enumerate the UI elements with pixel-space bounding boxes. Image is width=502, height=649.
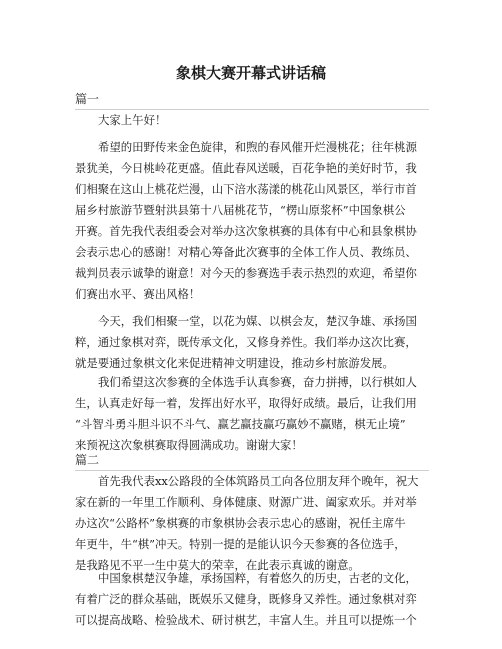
text-line: 是我路见不平一生中莫大的荣幸，在此表示真诚的谢意。 [75,558,360,572]
text-line: 会表示忠心的感谢！对精心筹备此次赛事的全体工作人员、教练员、 [75,245,417,259]
text-line: 希望的田野传来金色旋律，和煦的春风催开烂漫桃花；往年桃源 [98,140,417,154]
paragraph [75,311,429,374]
document-title: 象棋大赛开幕式讲话稿 [175,64,326,82]
text-line: 裁判员表示诚挚的谢意！对今天的参赛选手表示热烈的欢迎，希望你 [75,266,417,280]
text-line: 中国象棋楚汉争雄，承扬国粹，有着悠久的历史，古老的文化， [98,571,417,585]
text-line: 景犹美，今日桃岭花更盛。值此春风送暖，百花争艳的美好时节，我 [75,161,417,175]
paragraph [75,110,429,131]
text-line: 大家上午好！ [98,113,167,127]
text-line: 我们希望这次参赛的全体选手认真参赛，奋力拼搏，以行棋如人 [98,375,417,389]
paragraph [75,568,429,631]
paragraph [75,372,429,456]
section-heading: 篇一 [75,92,100,106]
text-line: 年更牛，牛“棋”冲天。特别一提的是能认识今天参赛的各位选手， [75,537,406,551]
text-line: 届乡村旅游节暨射洪县第十八届桃花节，“楞山原浆杯”中国象棋公 [75,203,406,217]
text-line: 来预祝这次象棋赛取得圆满成功。谢谢大家！ [75,438,303,452]
text-line: 粹，通过象棋对弈，既传承文化，又修身养性。我们举办这次比赛， [75,335,417,349]
text-line: 开赛。首先我代表组委会对举办这次象棋赛的具体有中心和县象棋协 [75,224,417,238]
text-line: 们相聚在这山上桃花烂漫，山下涪水荡漾的桃花山风景区，举行市首 [75,182,417,196]
text-line: 生，认真走好每一着，发挥出好水平，取得好成绩。最后，让我们用 [75,396,417,410]
text-line: 办这次“公路杯”象棋赛的市象棋协会表示忠心的感谢，祝任主席牛 [75,516,406,530]
text-line: 们赛出水平、赛出风格！ [75,287,201,301]
text-line: 家在新的一年里工作顺利、身体健康、财源广进、阖家欢乐。并对举 [75,495,417,509]
text-line: 首先我代表xx公路段的全体筑路员工向各位朋友拜个晚年，祝大 [98,474,419,488]
paragraph [75,471,429,576]
text-line: 今天，我们相聚一堂，以花为媒、以棋会友，楚汉争雄、承扬国 [98,314,417,328]
text-line: 可以提高战略、检验战术、研讨棋艺，丰富人生。并且可以提炼一个 [75,613,417,627]
text-line: “斗智斗勇斗胆斗识不斗气、赢艺赢技赢巧赢妙不赢赌，棋无止境” [75,417,406,431]
section-heading: 篇二 [75,453,100,467]
paragraph [75,137,429,305]
text-line: 就是要通过象棋文化来促进精神文明建设，推动乡村旅游发展。 [75,356,394,370]
text-line: 有着广泛的群众基础，既娱乐又健身，既修身又养性。通过象棋对弈 [75,592,417,606]
